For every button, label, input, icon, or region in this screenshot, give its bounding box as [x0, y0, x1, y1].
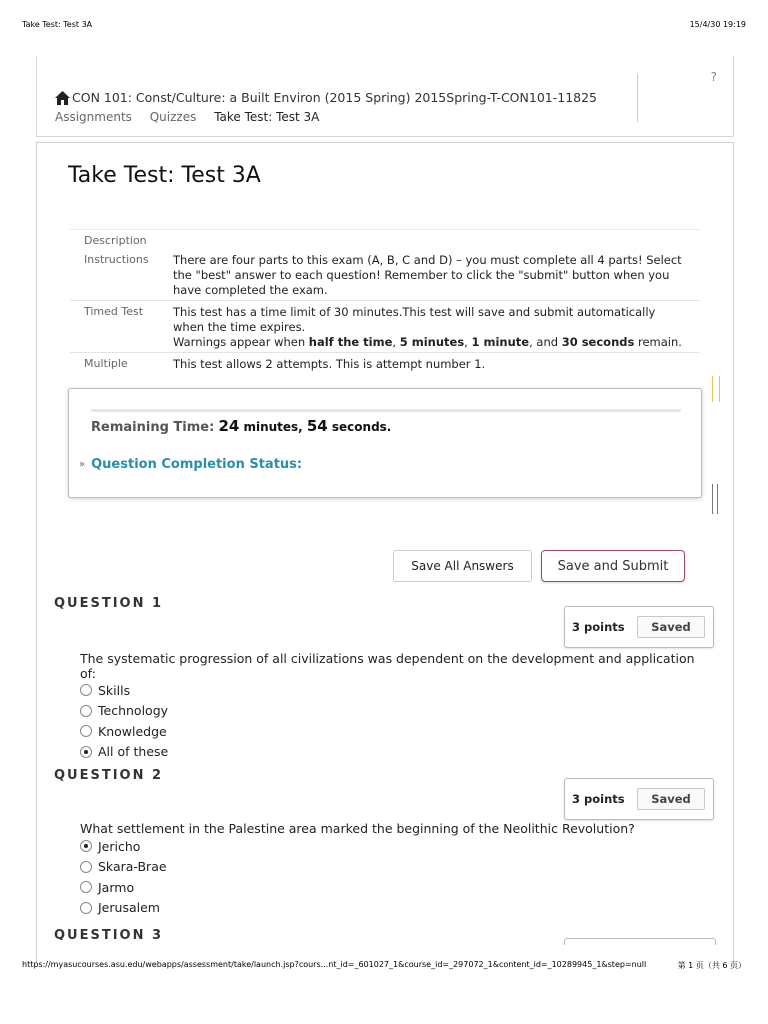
warn-text: Warnings appear when — [173, 335, 309, 349]
seconds-unit: seconds. — [331, 420, 392, 434]
save-and-submit-button[interactable]: Save and Submit — [541, 550, 685, 582]
desc-row-multiple — [70, 353, 700, 374]
radio-button-selected[interactable] — [80, 746, 92, 758]
warn-text: , — [392, 335, 400, 349]
print-footer — [22, 960, 746, 974]
answer-options — [80, 680, 168, 762]
print-footer-page: 第 1 页（共 6 页） — [677, 961, 746, 970]
desc-value — [173, 234, 700, 247]
radio-button-selected[interactable] — [80, 840, 92, 852]
breadcrumb-card — [36, 56, 734, 137]
print-footer-url: https://myasucourses.asu.edu/webapps/assessment/take/launch.jsp?cours...nt_id=_601027_1&course_id=_297072_1&content_id=_10289945_1&step=null — [22, 960, 647, 969]
save-all-answers-button[interactable]: Save All Answers — [393, 550, 532, 582]
points-label: 3 points — [572, 620, 625, 634]
radio-button[interactable] — [80, 725, 92, 737]
warn-text: , — [464, 335, 472, 349]
desc-label: Description — [84, 234, 147, 247]
remaining-time-label: Remaining Time: — [91, 420, 215, 435]
desc-row-timed-test — [70, 301, 700, 353]
question-heading: QUESTION 2 — [54, 768, 164, 783]
desc-row-instructions — [70, 249, 700, 301]
question-1 — [54, 596, 714, 766]
radio-button[interactable] — [80, 684, 92, 696]
answer-option[interactable] — [80, 857, 167, 878]
answer-option[interactable] — [80, 898, 167, 919]
warn-bold: 30 seconds — [561, 335, 635, 349]
question-heading: QUESTION 1 — [54, 596, 164, 611]
option-label[interactable]: Jericho — [98, 838, 141, 854]
breadcrumb — [55, 110, 333, 124]
question-2 — [54, 768, 714, 928]
warn-bold: half the time — [308, 335, 393, 349]
radio-button[interactable] — [80, 861, 92, 873]
points-label: 3 points — [572, 792, 625, 806]
warn-text: , and — [529, 335, 562, 349]
timed-line: This test has a time limit of 30 minutes.This test will save and submit automatically — [173, 305, 656, 319]
warn-text: remain. — [634, 335, 682, 349]
divider — [91, 409, 681, 412]
answer-option[interactable] — [80, 680, 168, 701]
breadcrumb-course-label[interactable]: CON 101: Const/Culture: a Built Environ (2015 Spring) 2015Spring-T-CON101-11825 — [72, 90, 598, 105]
breadcrumb-item-current: Take Test: Test 3A — [214, 110, 320, 124]
radio-button[interactable] — [80, 902, 92, 914]
answer-option[interactable] — [80, 721, 168, 742]
completion-status-label[interactable]: Question Completion Status: — [91, 457, 303, 472]
divider — [637, 74, 638, 122]
desc-value: There are four parts to this exam (A, B, C and D) – you must complete all 4 parts! Select the "best" answer to each question! Remember to click the "submit" button when you have completed the exam. — [173, 253, 682, 297]
answer-option[interactable] — [80, 877, 167, 898]
points-box — [564, 778, 714, 820]
option-label[interactable]: Jarmo — [98, 879, 135, 895]
option-label[interactable]: Technology — [98, 703, 169, 719]
desc-value: This test allows 2 attempts. This is attempt number 1. — [173, 357, 486, 371]
option-label[interactable]: Jerusalem — [98, 900, 160, 916]
desc-label: Multiple — [84, 357, 128, 370]
breadcrumb-item-assignments[interactable]: Assignments — [55, 110, 132, 124]
saved-button[interactable]: Saved — [637, 788, 705, 810]
timer-panel — [68, 388, 702, 498]
answer-option[interactable] — [80, 742, 168, 763]
option-label[interactable]: Skills — [98, 682, 131, 698]
timed-line: when the time expires. — [173, 320, 306, 334]
scroll-marker — [712, 484, 718, 514]
option-label[interactable]: Skara-Brae — [98, 859, 167, 875]
radio-button[interactable] — [80, 881, 92, 893]
warnings-line — [173, 335, 700, 350]
remaining-seconds: 54 — [306, 417, 328, 435]
breadcrumb-course[interactable] — [55, 90, 597, 105]
answer-option[interactable] — [80, 836, 167, 857]
desc-label: Instructions — [84, 253, 149, 266]
remaining-time — [91, 417, 391, 435]
desc-value — [173, 305, 700, 350]
print-header-title: Take Test: Test 3A — [22, 20, 93, 29]
radio-button[interactable] — [80, 705, 92, 717]
minutes-unit: minutes, — [243, 420, 303, 434]
question-completion-toggle[interactable] — [79, 457, 302, 472]
home-icon[interactable] — [55, 91, 70, 105]
question-text: The systematic progression of all civilizations was dependent on the development and application of: — [80, 651, 695, 681]
question-3-heading: QUESTION 3 — [54, 928, 164, 940]
double-chevron-down-icon[interactable]: » — [79, 459, 86, 470]
points-box — [564, 938, 716, 945]
page-title: Take Test: Test 3A — [68, 163, 261, 188]
test-description-table — [70, 229, 700, 374]
option-label[interactable]: All of these — [98, 744, 169, 760]
warn-bold: 5 minutes — [399, 335, 465, 349]
warn-bold: 1 minute — [471, 335, 530, 349]
saved-button[interactable]: Saved — [637, 616, 705, 638]
answer-option[interactable] — [80, 701, 168, 722]
question-text: What settlement in the Palestine area marked the beginning of the Neolithic Revolution? — [80, 821, 635, 836]
print-header-date: 15/4/30 19:19 — [689, 20, 746, 29]
scroll-marker — [712, 376, 720, 402]
desc-row-description — [70, 230, 700, 249]
points-box — [564, 606, 714, 648]
remaining-minutes: 24 — [218, 417, 240, 435]
breadcrumb-item-quizzes[interactable]: Quizzes — [149, 110, 197, 124]
print-header — [22, 20, 746, 34]
option-label[interactable]: Knowledge — [98, 723, 167, 739]
desc-label: Timed Test — [84, 305, 144, 318]
help-icon[interactable]: ? — [710, 70, 717, 84]
answer-options — [80, 836, 167, 918]
